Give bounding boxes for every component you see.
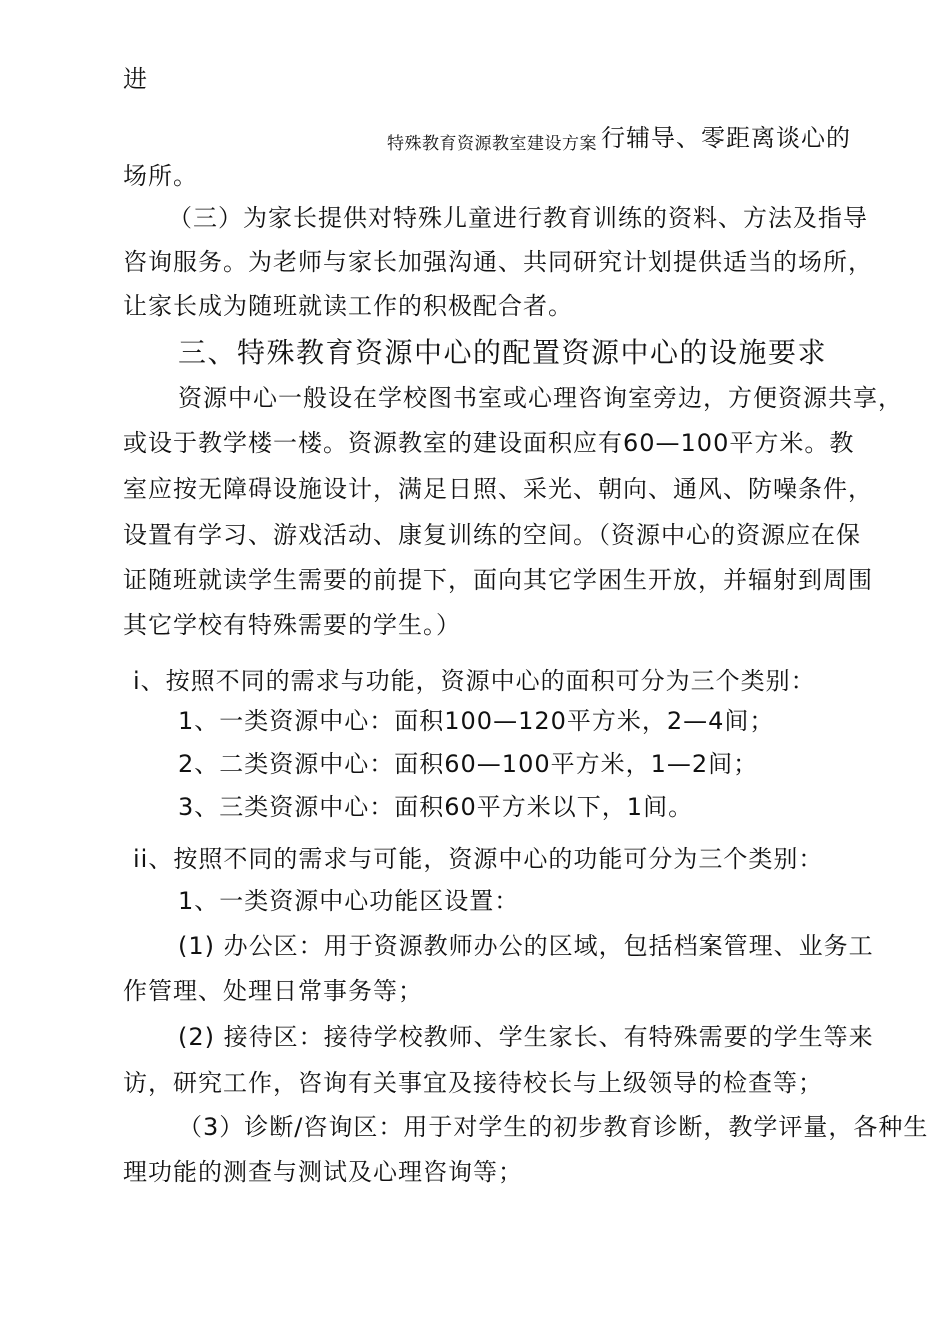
list-item: （3）诊断/咨询区：用于对学生的初步教育诊断，教学评量，各种生 <box>178 1113 929 1141</box>
text-line: 进 <box>123 65 148 93</box>
list-item: 1、一类资源中心：面积100—120平方米，2—4间； <box>178 707 775 735</box>
list-heading: i、按照不同的需求与功能，资源中心的面积可分为三个类别： <box>133 667 816 695</box>
section-heading: 三、特殊教育资源中心的配置资源中心的设施要求 <box>178 336 828 369</box>
text-line: 咨询服务。为老师与家长加强沟通、共同研究计划提供适当的场所， <box>123 248 873 276</box>
text-line: 访，研究工作，咨询有关事宜及接待校长与上级领导的检查等； <box>123 1069 823 1097</box>
list-item: 1、一类资源中心功能区设置： <box>178 887 520 915</box>
list-item: (1) 办公区：用于资源教师办公的区域，包括档案管理、业务工 <box>178 932 874 960</box>
text-line: 资源中心一般设在学校图书室或心理咨询室旁边，方便资源共享， <box>178 384 903 412</box>
list-item: 3、三类资源中心：面积60平方米以下，1间。 <box>178 793 694 821</box>
text-line: 行辅导、零距离谈心的 <box>601 124 851 152</box>
list-item: (2) 接待区：接待学校教师、学生家长、有特殊需要的学生等来 <box>178 1023 874 1051</box>
text-line: 其它学校有特殊需要的学生。） <box>123 611 461 639</box>
text-line: 室应按无障碍设施设计，满足日照、采光、朝向、通风、防噪条件， <box>123 475 873 503</box>
list-heading: ii、按照不同的需求与可能，资源中心的功能可分为三个类别： <box>133 845 824 873</box>
list-item: 2、二类资源中心：面积60—100平方米，1—2间； <box>178 750 759 778</box>
text-line: 证随班就读学生需要的前提下，面向其它学困生开放，并辐射到周围 <box>123 566 873 594</box>
text-line: 作管理、处理日常事务等； <box>123 977 423 1005</box>
text-line: （三）为家长提供对特殊儿童进行教育训练的资料、方法及指导 <box>168 204 868 232</box>
text-line: 或设于教学楼一楼。资源教室的建设面积应有60—100平方米。教 <box>123 429 855 457</box>
text-line: 理功能的测查与测试及心理咨询等； <box>123 1158 523 1186</box>
text-line: 让家长成为随班就读工作的积极配合者。 <box>123 292 573 320</box>
text-line: 场所。 <box>123 162 198 190</box>
text-line: 设置有学习、游戏活动、康复训练的空间。（资源中心的资源应在保 <box>123 521 861 549</box>
running-header: 特殊教育资源教室建设方案 <box>387 134 597 154</box>
